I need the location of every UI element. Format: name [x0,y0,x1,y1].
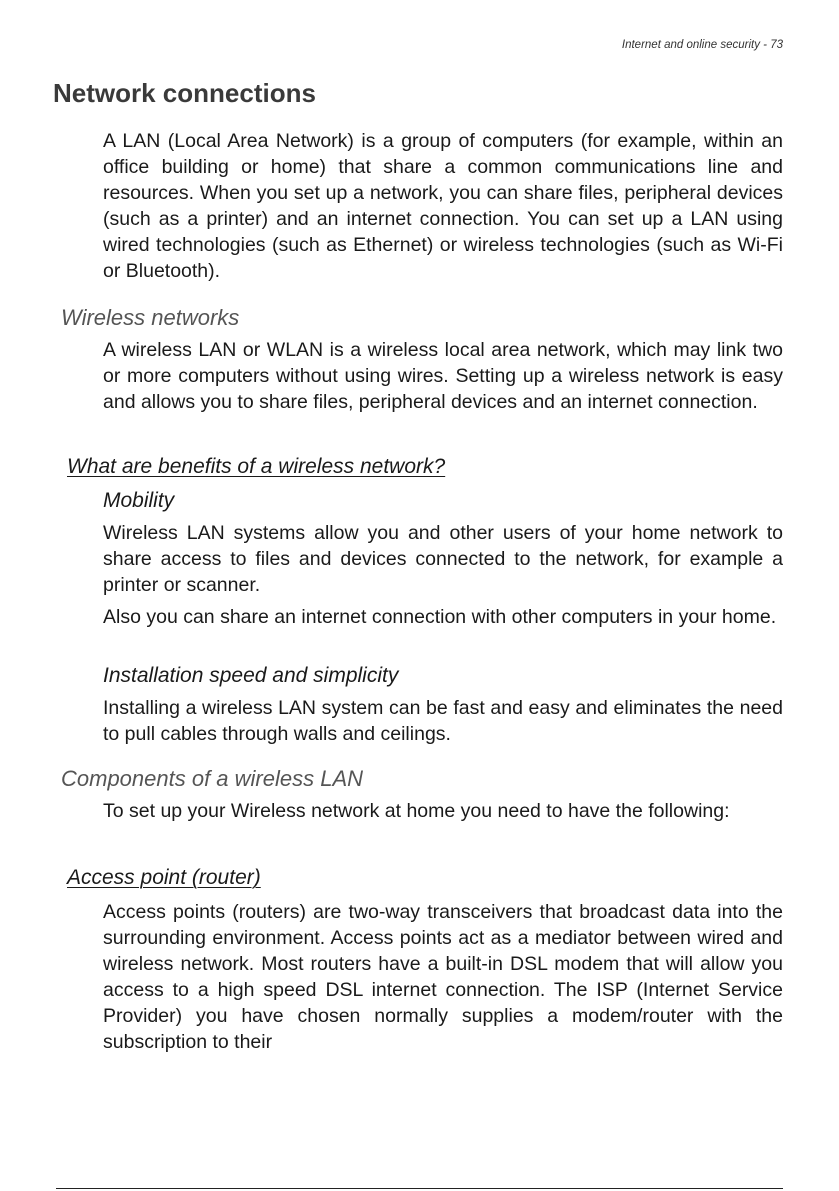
footer-rule [56,1188,783,1189]
running-header: Internet and online security - 73 [621,39,783,51]
wireless-networks-heading: Wireless networks [61,305,240,330]
page-title: Network connections [53,78,316,108]
mobility-paragraph-2: Also you can share an internet connection with other computers in your home. [103,606,777,628]
components-paragraph: To set up your Wireless network at home you need to have the following: [103,800,730,822]
mobility-paragraph: Wireless LAN systems allow you and other users of your home network to share access to files and devices connected to the network, for example a printer or scanner. [103,522,783,596]
installation-paragraph: Installing a wireless LAN system can be fast and easy and eliminates the need to pull cables through walls and ceilings. [103,697,783,745]
intro-paragraph: A LAN (Local Area Network) is a group of computers (for example, within an office building or home) that share a common communications line and resources. When you set up a network, you can share files, peripheral devices (such as a printer) and an internet connection. You can set up a LAN using wired technologies (such as Ethernet) or wireless technologies (such as Wi-Fi or Bluetooth). [103,130,783,282]
components-heading: Components of a wireless LAN [61,766,364,791]
access-point-heading: Access point (router) [67,866,261,889]
installation-heading: Installation speed and simplicity [103,664,399,687]
wireless-networks-paragraph: A wireless LAN or WLAN is a wireless local area network, which may link two or more computers without using wires. Setting up a wireless network is easy and allows you to share files, peripheral devices and an internet connection. [103,339,783,413]
mobility-heading: Mobility [103,489,175,512]
benefits-heading: What are benefits of a wireless network? [67,455,446,478]
access-point-paragraph: Access points (routers) are two-way transceivers that broadcast data into the surrounding environment. Access points act as a mediator between wired and wireless network. Most routers have a built-in DSL modem that will allow you access to a high speed DSL internet connection. The ISP (Internet Service Provider) you have chosen normally supplies a modem/router with the subscription to their [103,901,783,1053]
